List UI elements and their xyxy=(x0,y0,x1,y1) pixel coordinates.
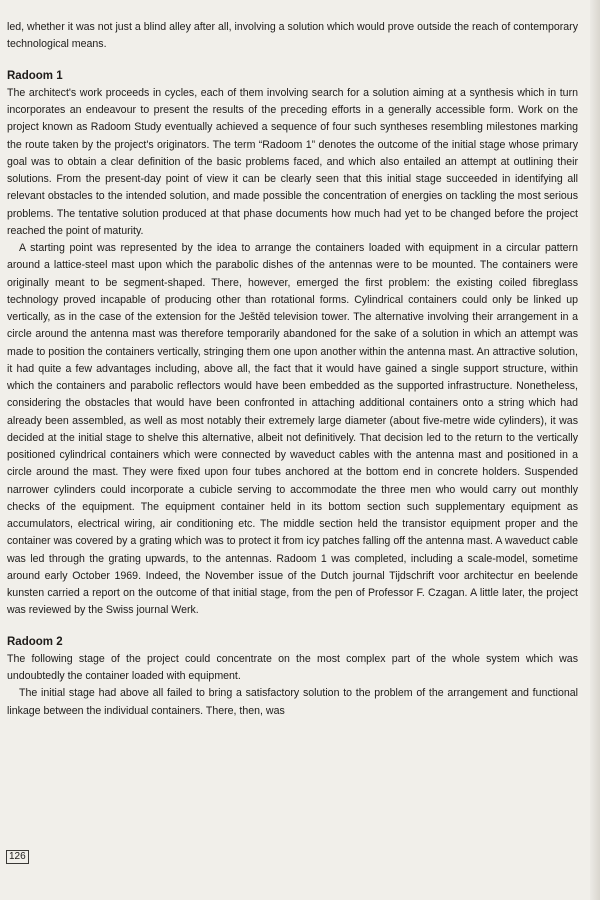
paragraph: The architect's work proceeds in cycles, each of them involving search for a solution aiming at a synthesis which in turn incorporates an endeavour to present the results of the preceding efforts in a generally accessible form. Work on the project known as Radoom Study eventually achieved a sequence of four such syntheses resembling milestones marking the route taken by the project's originators. The term “Radoom 1” denotes the outcome of the initial stage whose primary goal was to obtain a clear definition of the basic problems faced, and which also entailed an attempt at outlining their solutions. From the present-day point of view it can be clearly seen that this initial stage succeeded in identifying all relevant obstacles to the intended solution, and made possible the concentration of energies on tackling the most serious problems. The tentative solution produced at that phase documents how much had yet to be changed before the project reached the point of maturity. xyxy=(7,86,578,237)
section-heading-radoom-2: Radoom 2 xyxy=(7,635,63,648)
page-number: 126 xyxy=(6,850,29,864)
paragraph: A starting point was represented by the idea to arrange the containers loaded with equipment in a circular pattern around a lattice-steel mast upon which the parabolic dishes of the antennas were to be mounted. The containers were originally meant to be segment-shaped. There, however, emerged the first problem: the existing coiled fibreglass technology proved incapable of producing other than rotational forms. Cylindrical containers could only be linked up vertically, as in the case of the extension for the Ještěd television tower. The alternative involving their arrangement in a circle around the antenna mast was therefore temporarily abandoned for the sake of a solution in which an attempt was made to position the containers vertically, stringing them one upon another within the antenna mast. An attractive solution, it had quite a few advantages including, above all, the fact that it would have gained a single support structure, within which the containers and parabolic reflectors would have been embedded as the supported infrastructure. Nonetheless, considering the obstacles that would have been confronted in attaching additional containers onto a string which had already been assembled, as well as most notably their extremely large diameter (about five-metre wide cylinders), it was decided at the initial stage to shelve this alternative, albeit not definitively. That decision led to the return to the vertically positioned cylindrical containers which were connected by waveduct cables with the antenna mast and positioned in a circle around the mast. They were fixed upon four tubes anchored at the bottom end in concrete holders. Suspended narrower cylinders could incorporate a cubicle serving to accommodate the three men who would carry out monthly checks of the equipment. The equipment container held in its bottom section such supplementary equipment as accumulators, electrical wiring, air conditioning etc. The middle section held the transistor equipment proper and the container was covered by a grating which was to protect it from icy patches falling off the antenna mast. A waveduct cable was led through the grating upwards, to the antennas. Radoom 1 was completed, including a scale-model, sometime around early October 1969. Indeed, the November issue of the Dutch journal Tijdschrift voor architectur en beelende kunsten carried a report on the outcome of that initial stage, from the pen of Professor F. Czagan. A little later, the project was reviewed by the Swiss journal Werk. xyxy=(7,242,578,617)
paragraph: The following stage of the project could concentrate on the most complex part of the whole system which was undoubtedly the container loaded with equipment. xyxy=(7,652,578,682)
paragraph: The initial stage had above all failed to bring a satisfactory solution to the problem of the arrangement and functional linkage between the individual containers. There, then, was xyxy=(7,687,578,717)
page-edge-shadow xyxy=(590,0,600,900)
text-column xyxy=(7,19,578,720)
section-heading-radoom-1: Radoom 1 xyxy=(7,69,63,82)
paragraph-continuation: led, whether it was not just a blind alley after all, involving a solution which would prove outside the reach of contemporary technological means. xyxy=(7,21,578,51)
